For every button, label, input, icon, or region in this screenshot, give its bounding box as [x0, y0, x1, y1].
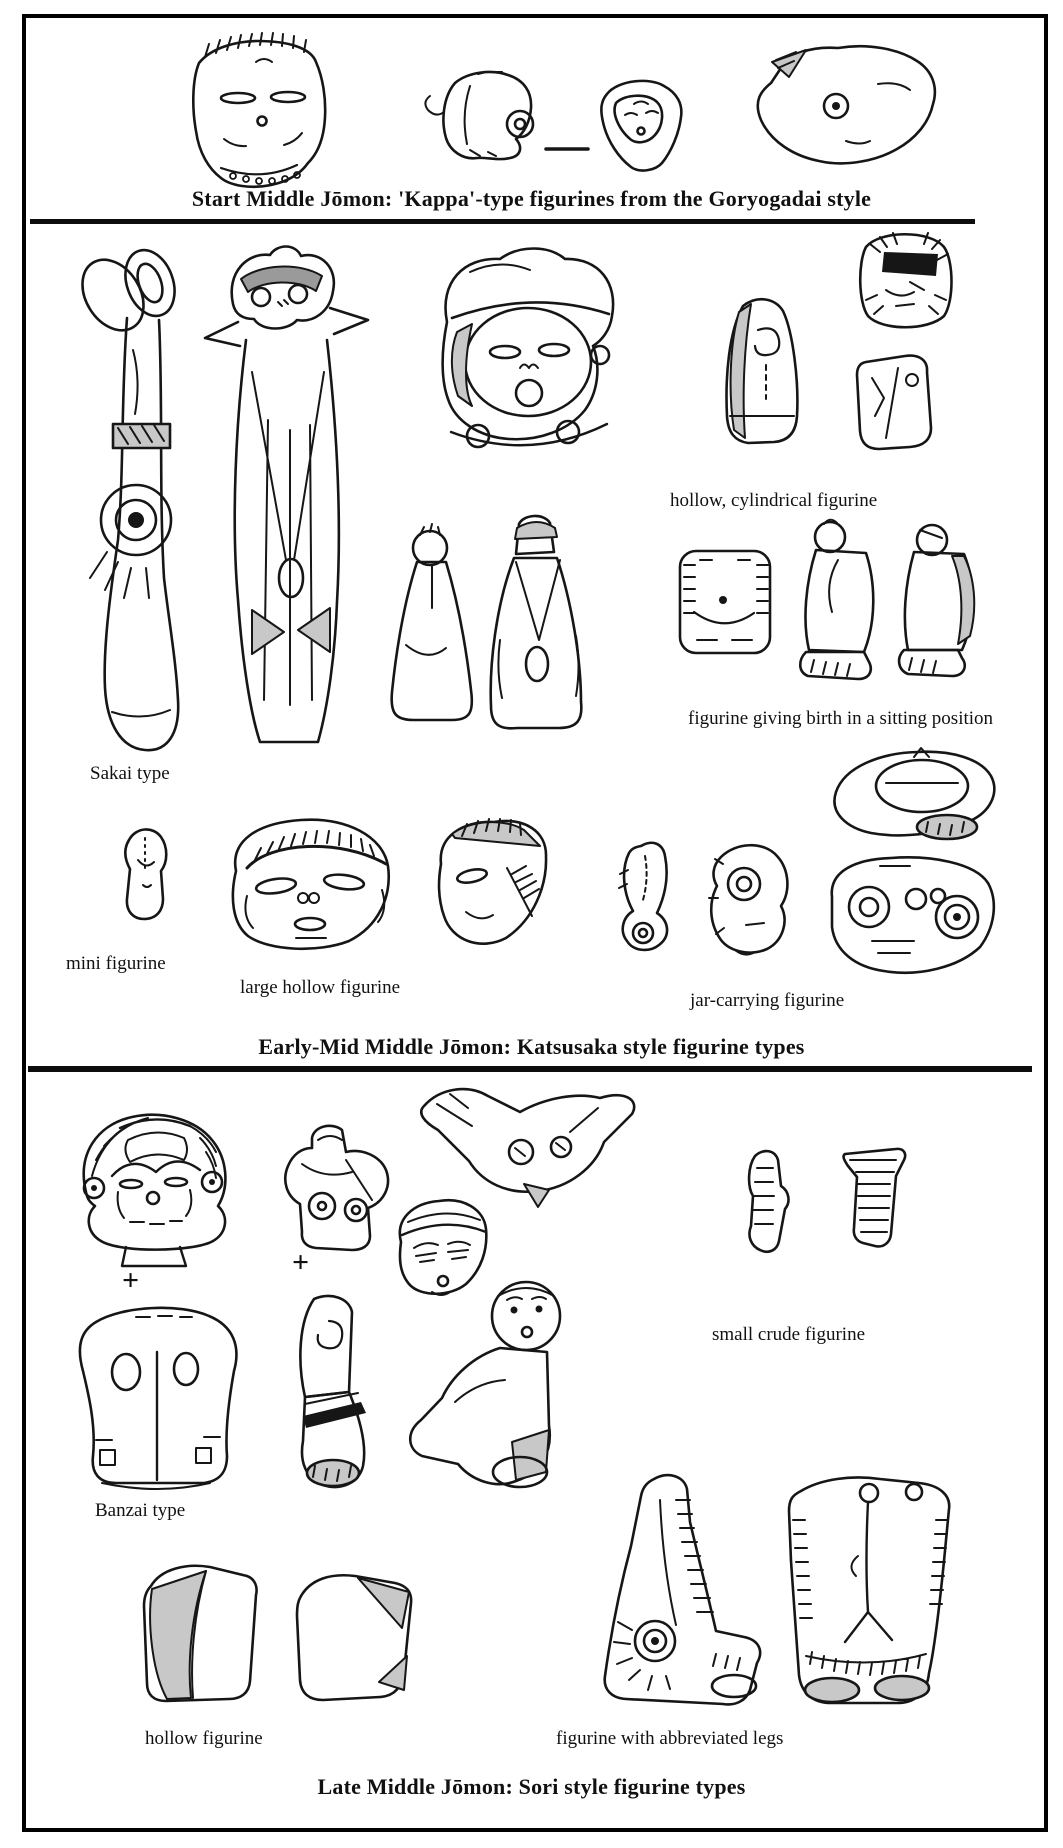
- label-small-crude-figurine: small crude figurine: [712, 1324, 866, 1345]
- hollow-cylindrical-head-figurine: [860, 233, 951, 327]
- label-giving-birth: figurine giving birth in a sitting position: [688, 708, 994, 729]
- hollow-figurine-shard-left: [144, 1566, 257, 1701]
- label-hollow-cylindrical: hollow, cylindrical figurine: [670, 490, 878, 511]
- hollow-cylindrical-cone-figurine: [727, 299, 798, 443]
- hollow-figurine-shard-right: [297, 1575, 411, 1700]
- banzai-crowned-head-figurine: [84, 1115, 226, 1266]
- section-caption-sori: Late Middle Jōmon: Sori style figurine types: [317, 1774, 746, 1799]
- label-large-hollow-figurine: large hollow figurine: [240, 977, 401, 998]
- sitting-banzai-figurine: [410, 1282, 560, 1487]
- winged-figurine: [421, 1089, 634, 1207]
- label-mini-figurine: mini figurine: [66, 953, 166, 974]
- plus-symbol-1: +: [122, 1264, 140, 1297]
- section-divider-1: [30, 219, 975, 224]
- birth-figurine-middle: [800, 520, 873, 679]
- label-hollow-figurine: hollow figurine: [145, 1728, 263, 1749]
- large-hollow-figurine-head-front: [233, 820, 389, 949]
- jar-carrying-lying-figurine: [834, 748, 994, 839]
- sakai-type-figurine-left: [70, 243, 183, 750]
- jar-carrying-face-figurine: [832, 857, 994, 972]
- kappa-head-front-small-figurine: [601, 81, 681, 171]
- banzai-body-figurine: [80, 1308, 237, 1489]
- kappa-plaque-figurine: [758, 46, 935, 163]
- section-caption-goryogadai: Start Middle Jōmon: 'Kappa'-type figurines from the Goryogadai style: [191, 186, 872, 211]
- birth-figurine-right: [899, 525, 974, 676]
- banzai-leg-figurine: [300, 1296, 366, 1487]
- section-divider-2: [28, 1066, 1032, 1072]
- label-jar-carrying-figurine: jar-carrying figurine: [690, 990, 845, 1011]
- mini-figurine: [125, 829, 166, 919]
- abbreviated-legs-figurine-right: [789, 1478, 949, 1704]
- banzai-torso-fragment-figurine: [285, 1126, 388, 1250]
- standing-figurine-right: [491, 516, 582, 728]
- standing-figurine-left: [392, 524, 472, 720]
- label-sakai-type: Sakai type: [90, 763, 170, 784]
- birth-figurine-front: [680, 551, 770, 653]
- sakai-type-figurine-right: [205, 247, 368, 743]
- jar-carrying-profile-figurine: [709, 845, 787, 954]
- label-abbreviated-legs: figurine with abbreviated legs: [556, 1728, 784, 1749]
- capped-head-figurine: [400, 1200, 486, 1295]
- jar-carrying-nose-figurine: [619, 843, 667, 950]
- katsusaka-big-face-figurine: [443, 249, 613, 448]
- plus-symbol-2: +: [292, 1246, 310, 1279]
- small-crude-figurine-right: [844, 1149, 906, 1247]
- kappa-front-large-figurine: [193, 33, 325, 187]
- label-banzai-type: Banzai type: [95, 1500, 186, 1521]
- large-hollow-figurine-head-side: [439, 819, 546, 944]
- small-crude-figurine-left: [749, 1151, 788, 1252]
- abbreviated-legs-figurine-left: [605, 1475, 760, 1704]
- hollow-cylindrical-fragment-figurine: [857, 356, 931, 449]
- section-caption-katsusaka: Early-Mid Middle Jōmon: Katsusaka style figurine types: [258, 1034, 805, 1059]
- kappa-head-side-figurine: [425, 72, 533, 159]
